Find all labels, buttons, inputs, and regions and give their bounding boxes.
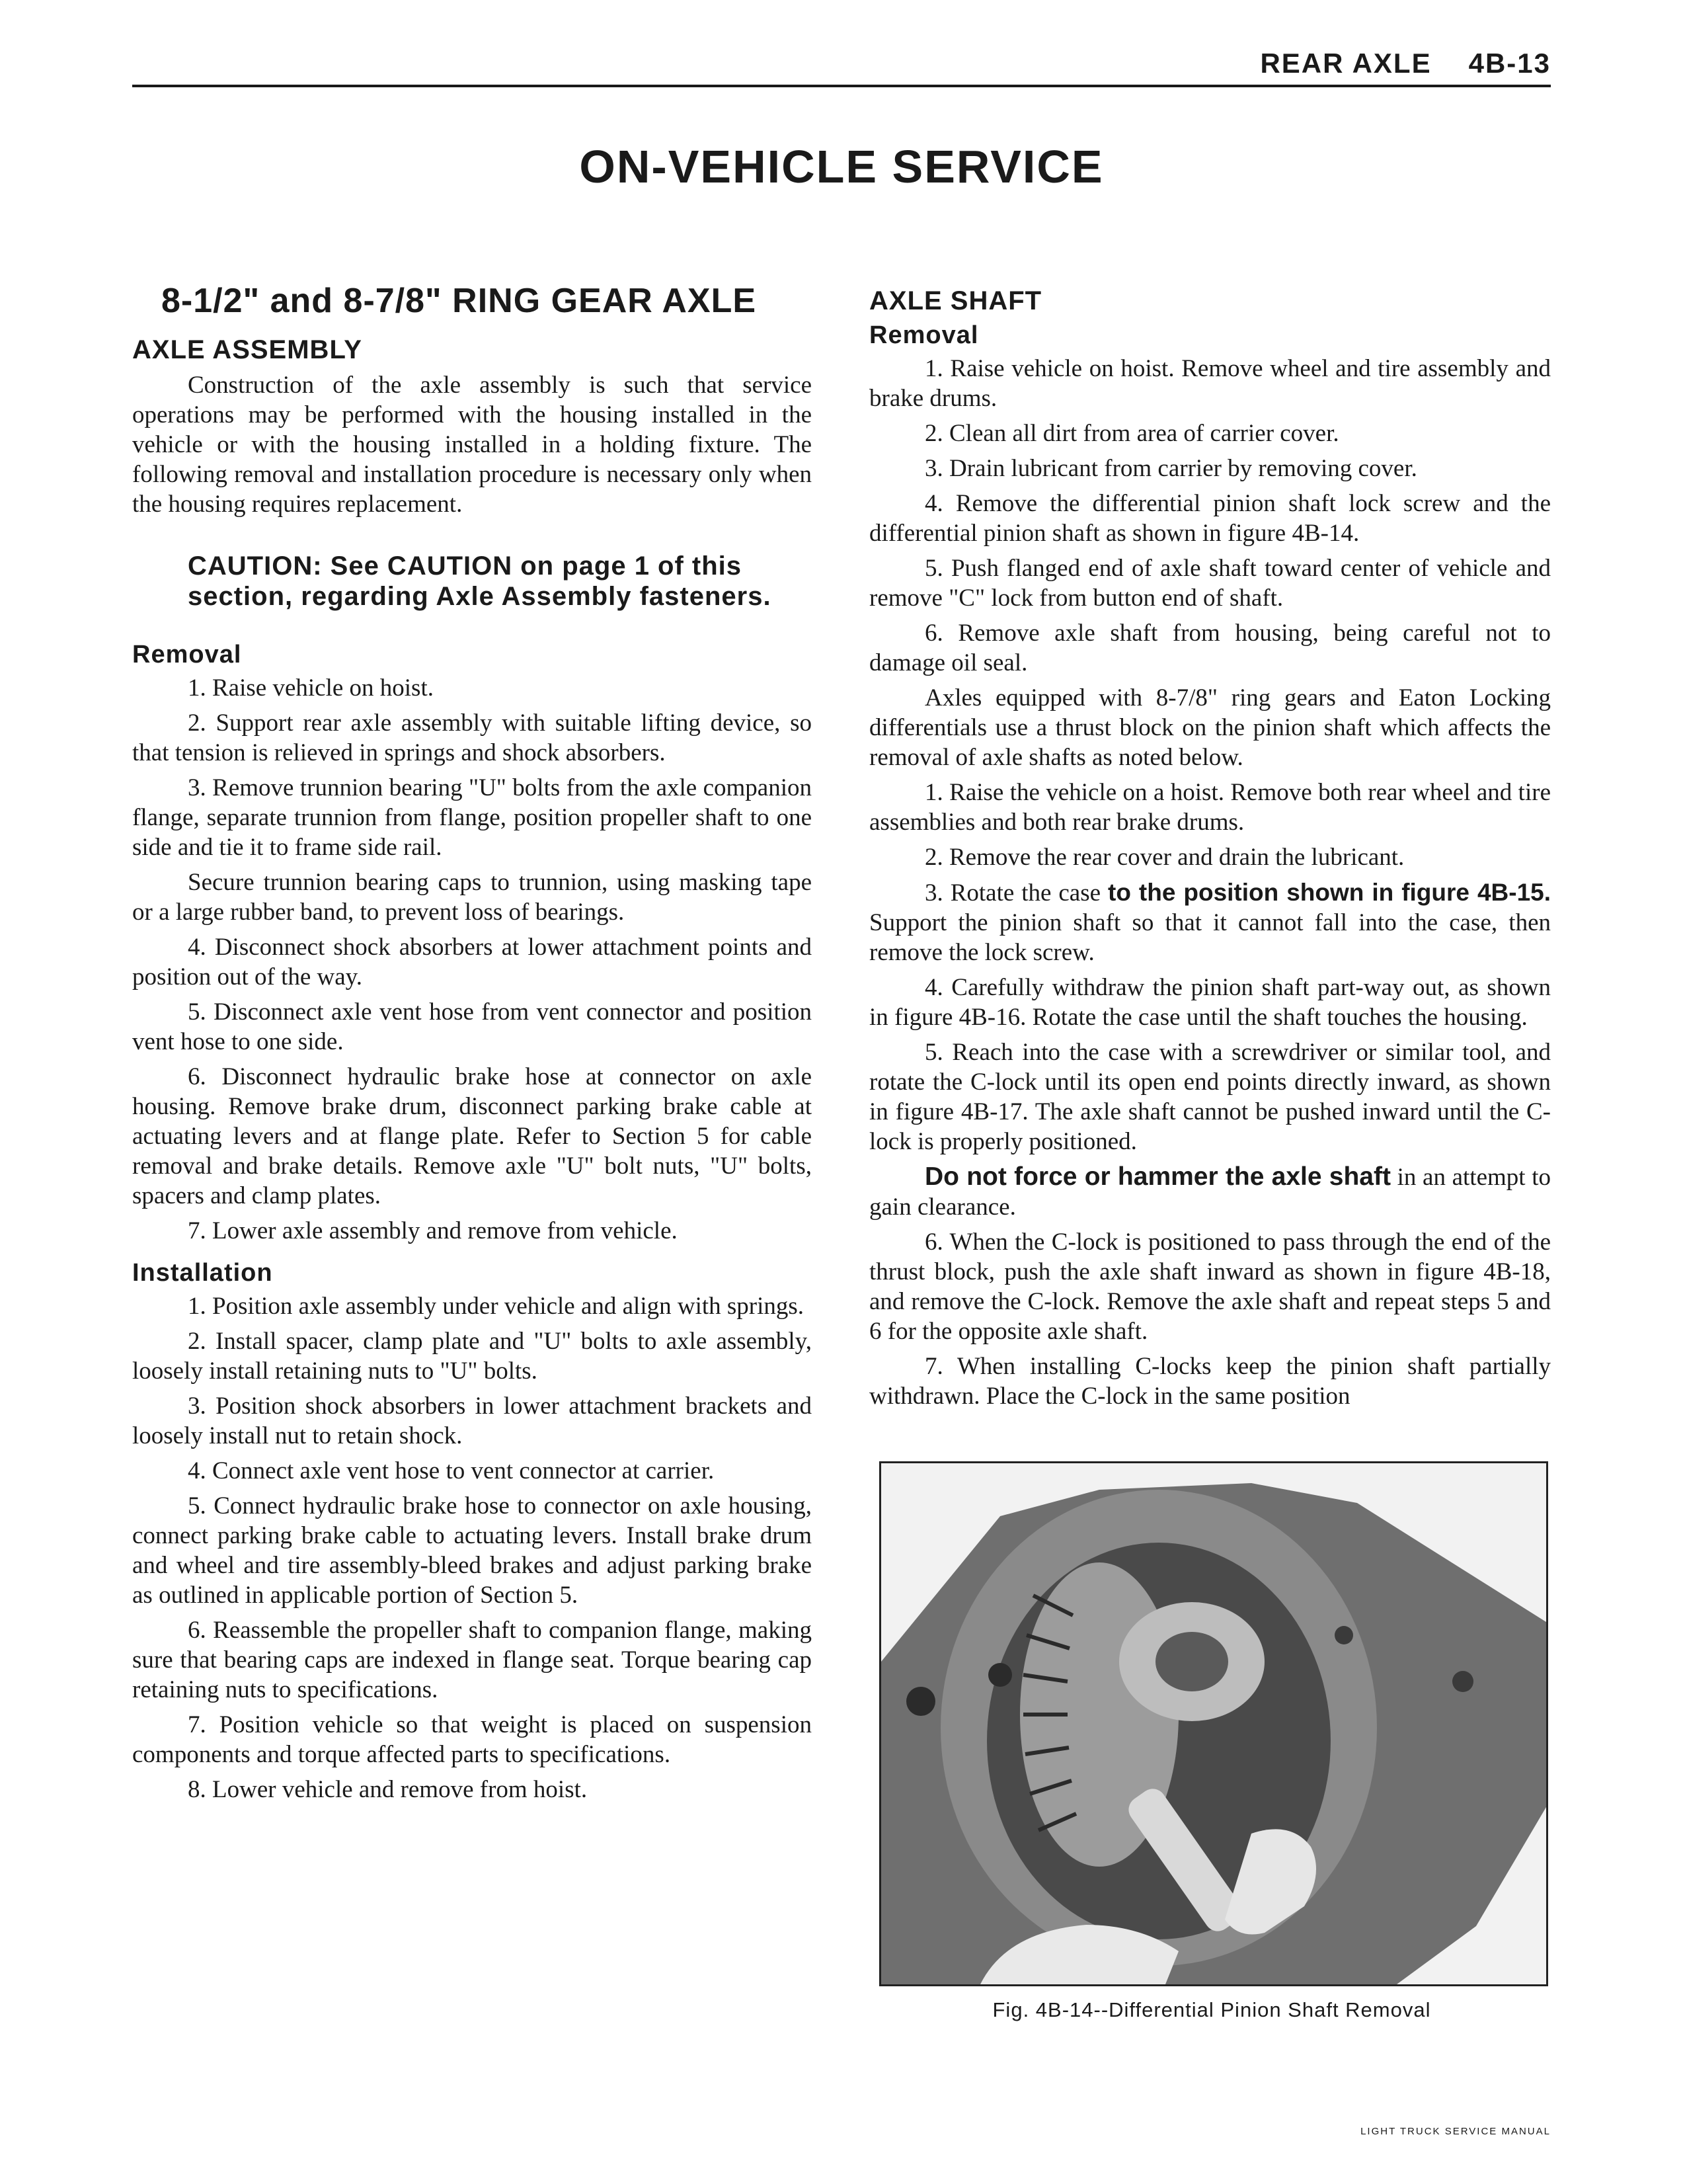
axle-shaft-heading: AXLE SHAFT bbox=[869, 286, 1042, 315]
axle-shaft-step: 2. Clean all dirt from area of carrier cover. bbox=[925, 420, 1339, 447]
left-removal-heading: Removal bbox=[132, 641, 242, 668]
axle-shaft-step: 2. Remove the rear cover and drain the lubricant. bbox=[925, 844, 1405, 871]
step-text: Support the pinion shaft so that it cannot fall into the case, then remove the lock screw. bbox=[869, 909, 1551, 966]
axle-shaft-step: 3. Drain lubricant from carrier by removing cover. bbox=[925, 455, 1417, 482]
page-number: 4B-13 bbox=[1468, 48, 1551, 79]
axle-shaft-step: 1. Raise the vehicle on a hoist. Remove both rear wheel and tire assemblies and both rear brake drums. bbox=[869, 779, 1551, 836]
right-column bbox=[869, 281, 1551, 1416]
installation-step: 8. Lower vehicle and remove from hoist. bbox=[188, 1776, 588, 1803]
left-removal-step: 5. Disconnect axle vent hose from vent connector and position vent hose to one side. bbox=[132, 998, 812, 1055]
left-removal-step: 3. Remove trunnion bearing "U" bolts from the axle companion flange, separate trunnion from flange, position propeller shaft to one side and tie it to frame side rail. bbox=[132, 774, 812, 861]
axle-shaft-step: 4. Remove the differential pinion shaft lock screw and the differential pinion shaft as shown in figure 4B-14. bbox=[869, 490, 1551, 547]
axle-assembly-heading: AXLE ASSEMBLY bbox=[132, 335, 362, 364]
installation-step: 4. Connect axle vent hose to vent connector at carrier. bbox=[188, 1457, 715, 1484]
axle-shaft-step: 1. Raise vehicle on hoist. Remove wheel and tire assembly and brake drums. bbox=[869, 355, 1551, 412]
installation-step: 1. Position axle assembly under vehicle and align with springs. bbox=[188, 1293, 804, 1320]
axle-shaft-step: 6. When the C-lock is positioned to pass through the end of the thrust block, push the axle shaft inward as shown in figure 4B-18, and remove the C-lock. Remove the axle shaft and repeat steps 5 and 6 for the opposite axle shaft. bbox=[869, 1229, 1551, 1345]
warning-paragraph bbox=[869, 1162, 1551, 1222]
left-removal-step: 2. Support rear axle assembly with suitable lifting device, so that tension is relieved in springs and shock absorbers. bbox=[132, 709, 812, 766]
left-removal-step: 4. Disconnect shock absorbers at lower attachment points and position out of the way. bbox=[132, 934, 812, 991]
running-header bbox=[1260, 48, 1551, 79]
left-removal-step: Secure trunnion bearing caps to trunnion, using masking tape or a large rubber band, to prevent loss of bearings. bbox=[132, 869, 812, 926]
left-column bbox=[132, 281, 812, 1810]
right-removal-heading: Removal bbox=[869, 321, 979, 349]
eaton-locking-note: Axles equipped with 8-7/8" ring gears and Eaton Locking differentials use a thrust block on the pinion shaft which affects the removal of axle shafts as noted below. bbox=[869, 684, 1551, 771]
emphasis-text: Do not force or hammer the axle shaft bbox=[925, 1162, 1391, 1191]
emphasis-text: to the position shown in figure 4B-15. bbox=[1108, 879, 1551, 906]
differential-photo bbox=[879, 1461, 1548, 1986]
installation-step: 7. Position vehicle so that weight is placed on suspension components and torque affected parts to specifications. bbox=[132, 1711, 812, 1768]
axle-shaft-step bbox=[869, 877, 1551, 967]
installation-step: 2. Install spacer, clamp plate and "U" bolts to axle assembly, loosely install retaining nuts to "U" bolts. bbox=[132, 1328, 812, 1385]
ring-gear-axle-heading: 8-1/2" and 8-7/8" RING GEAR AXLE bbox=[161, 282, 757, 320]
axle-shaft-step: 7. When installing C-locks keep the pinion shaft partially withdrawn. Place the C-lock in the same position bbox=[869, 1353, 1551, 1410]
step-text: 3. Rotate the case bbox=[925, 879, 1101, 907]
axle-shaft-step: 5. Reach into the case with a screwdriver or similar tool, and rotate the C-lock until its open end points directly inward, as shown in figure 4B-17. The axle shaft cannot be pushed inward until the C-lock is properly positioned. bbox=[869, 1039, 1551, 1155]
left-removal-step: 7. Lower axle assembly and remove from vehicle. bbox=[188, 1217, 678, 1244]
left-removal-step: 1. Raise vehicle on hoist. bbox=[188, 674, 434, 702]
section-name: REAR AXLE bbox=[1260, 48, 1432, 79]
caution-note: CAUTION: See CAUTION on page 1 of this section, regarding Axle Assembly fasteners. bbox=[188, 551, 771, 611]
header-rule bbox=[132, 85, 1551, 87]
figure-caption: Fig. 4B-14--Differential Pinion Shaft Removal bbox=[992, 1998, 1431, 2021]
installation-heading: Installation bbox=[132, 1259, 273, 1287]
installation-step: 6. Reassemble the propeller shaft to companion flange, making sure that bearing caps are indexed in flange seat. Torque bearing cap retaining nuts to specifications. bbox=[132, 1617, 812, 1703]
axle-assembly-intro: Construction of the axle assembly is such that service operations may be performed with the housing installed in the vehicle or with the housing installed in a holding fixture. The following removal and installation procedure is necessary only when the housing requires replacement. bbox=[132, 372, 812, 518]
installation-step: 3. Position shock absorbers in lower attachment brackets and loosely install nut to retain shock. bbox=[132, 1393, 812, 1449]
installation-step: 5. Connect hydraulic brake hose to connector on axle housing, connect parking brake cable to actuating levers. Install brake drum and wheel and tire assembly-bleed brakes and adjust parking brake as outlined in applicable portion of Section 5. bbox=[132, 1492, 812, 1609]
axle-shaft-step: 5. Push flanged end of axle shaft toward center of vehicle and remove "C" lock from button end of shaft. bbox=[869, 555, 1551, 612]
differential-illustration bbox=[881, 1463, 1546, 1984]
axle-shaft-step: 6. Remove axle shaft from housing, being careful not to damage oil seal. bbox=[869, 620, 1551, 676]
left-removal-step: 6. Disconnect hydraulic brake hose at connector on axle housing. Remove brake drum, disconnect parking brake cable at actuating levers and at flange plate. Refer to Section 5 for cable removal and brake details. Remove axle "U" bolt nuts, "U" bolts, spacers and clamp plates. bbox=[132, 1063, 812, 1209]
axle-shaft-step: 4. Carefully withdraw the pinion shaft part-way out, as shown in figure 4B-16. Rotate the case until the shaft touches the housing. bbox=[869, 974, 1551, 1031]
footer-label: LIGHT TRUCK SERVICE MANUAL bbox=[1360, 2126, 1551, 2137]
step-text: in an attempt to gain clearance. bbox=[869, 1164, 1551, 1221]
page-title: ON-VEHICLE SERVICE bbox=[579, 141, 1104, 192]
